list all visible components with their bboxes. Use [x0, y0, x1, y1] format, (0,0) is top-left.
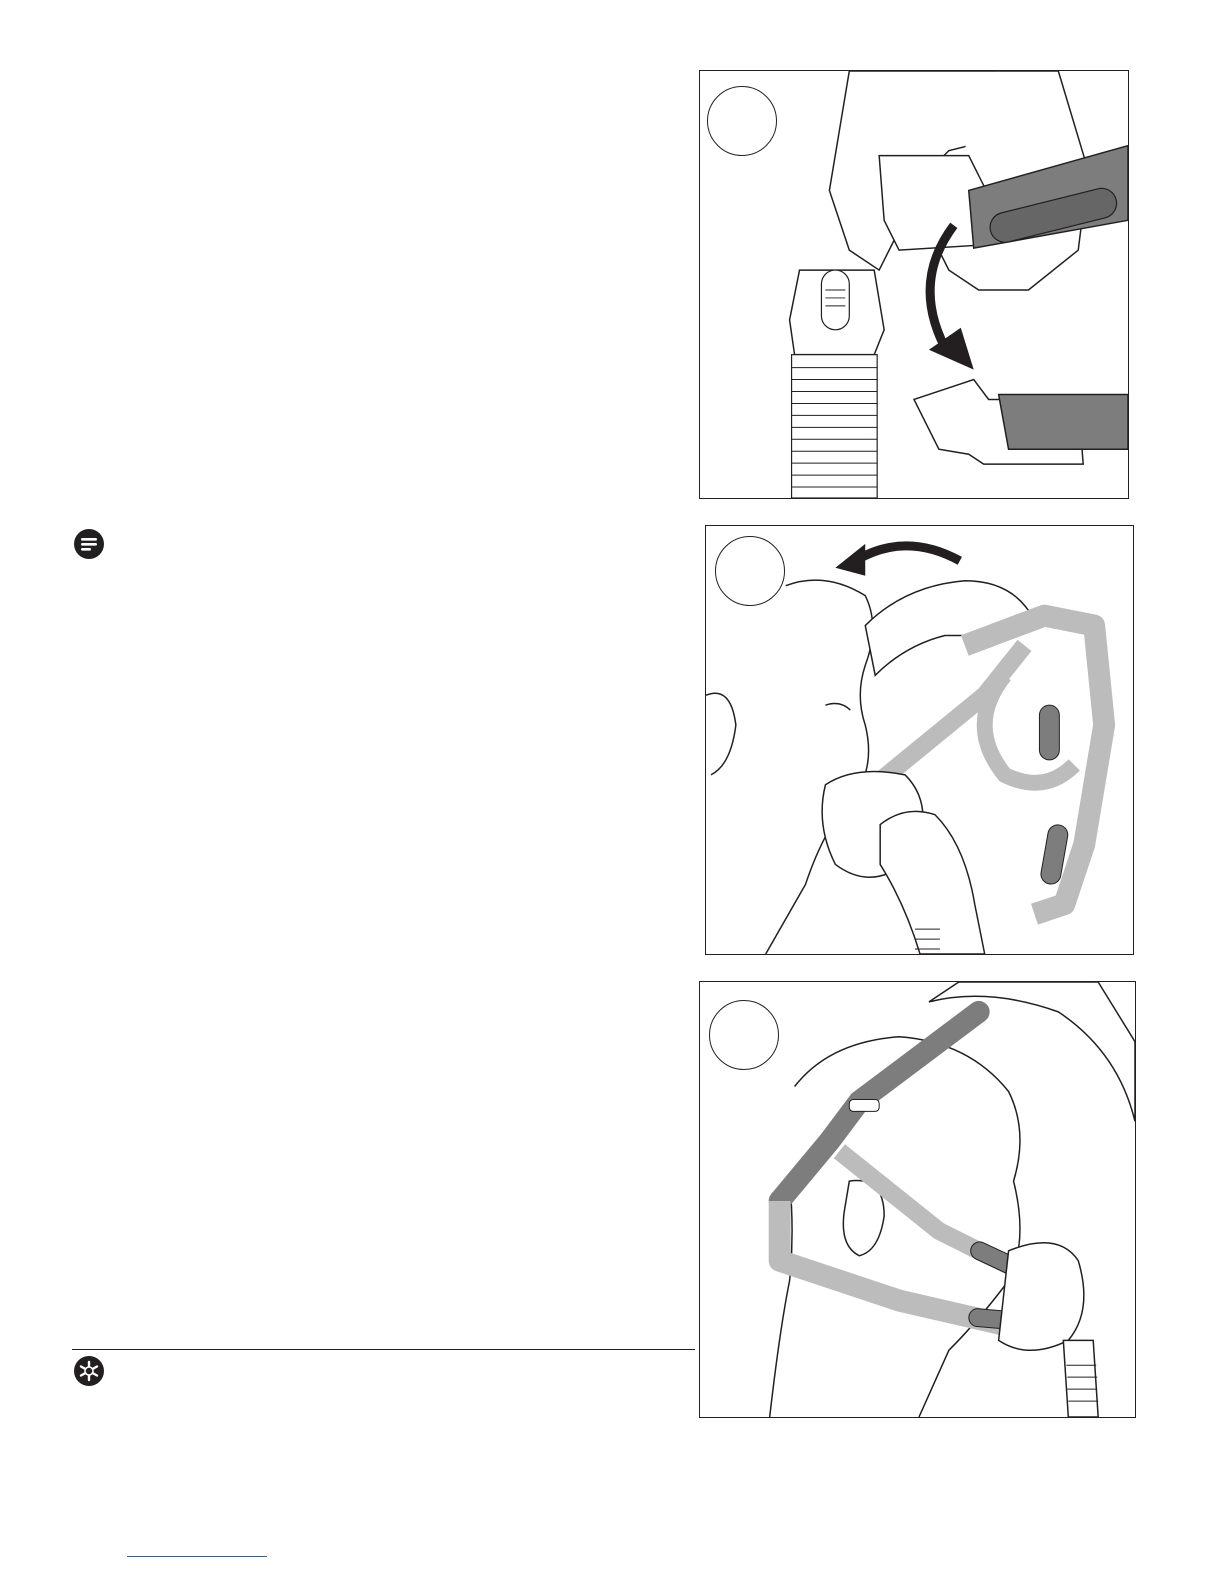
section-divider	[72, 1349, 695, 1350]
step-circle-3	[709, 1000, 779, 1070]
step-circle-1	[707, 86, 777, 156]
figure-2-panel	[705, 525, 1134, 955]
step-circle-2	[715, 536, 785, 606]
tip-icon	[73, 1355, 105, 1387]
footer-link[interactable]	[127, 1556, 267, 1557]
figure-1-panel	[699, 70, 1129, 499]
note-icon	[73, 528, 105, 560]
figure-3-panel	[699, 981, 1136, 1418]
